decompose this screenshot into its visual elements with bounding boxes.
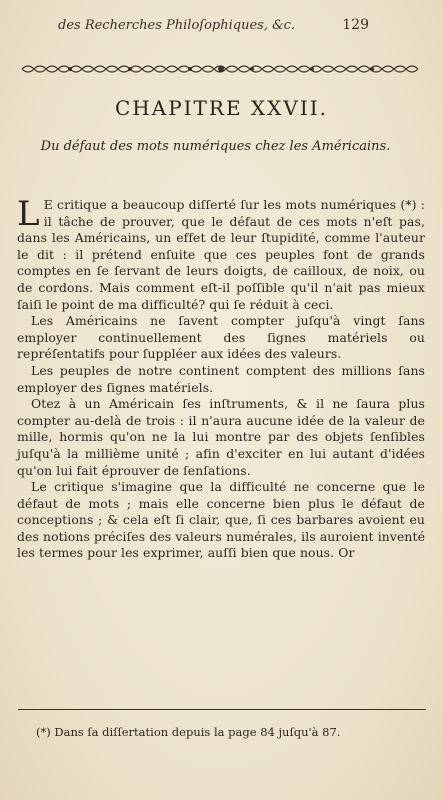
chapter-subtitle: Du défaut des mots numériques chez les Américains. <box>40 139 391 154</box>
paragraph: LE critique a beaucoup diſſerté ſur les mots numériques (*) : il tâche de prouver, que le défaut de ces mots n'eſt pas, dans les Américains, un effet de leur ſtupidité, comme l'auteur le dit : il prétend enſuite que ces peuples font de grands comptes en ſe ſervant de leurs doigts, de cailloux, de noix, ou de cordons. Mais comment eſt-il poſſible qu'il n'ait pas mieux ſaiſi le point de ma difficulté? qui ſe réduit à ceci. <box>17 194 425 312</box>
paragraph: Les Américains ne ſavent compter juſqu'à vingt ſans employer continuellement des ſignes matériels ou repréſentatifs pour ſuppléer aux idées des valeurs. <box>17 313 425 362</box>
ornament-band-icon <box>20 62 422 76</box>
paragraph: Otez à un Américain ſes inſtruments, & il ne ſaura plus compter au-delà de trois : il n'aura aucune idée de la valeur de mille, hormis qu'on ne la lui montre par des objets ſenſibles juſqu'à la millième unité ; afin d'exciter en lui autant d'idées qu'on lui fait éprouver de ſenſations. <box>17 396 425 478</box>
page-number: 129 <box>342 17 369 33</box>
running-title: des Recherches Philoſophiques, &c. <box>58 18 296 33</box>
body-text <box>17 194 425 562</box>
chapter-title: CHAPITRE XXVII. <box>115 96 328 120</box>
paragraph: Le critique s'imagine que la difficulté ne concerne que le défaut de mots ; mais elle concerne bien plus le défaut de conceptions ; & cela eſt ſi clair, que, ſi ces barbares avoient eu des notions préciſes des valeurs numérales, ils auroient inventé les termes pour les exprimer, auſſi bien que nous. Or <box>17 479 425 561</box>
footnote: (*) Dans ſa diſſertation depuis la page 84 juſqu'à 87. <box>36 725 341 739</box>
paragraph: Les peuples de notre continent comptent des millions ſans employer des ſignes matériels. <box>17 362 425 395</box>
footnote-divider <box>18 709 426 710</box>
